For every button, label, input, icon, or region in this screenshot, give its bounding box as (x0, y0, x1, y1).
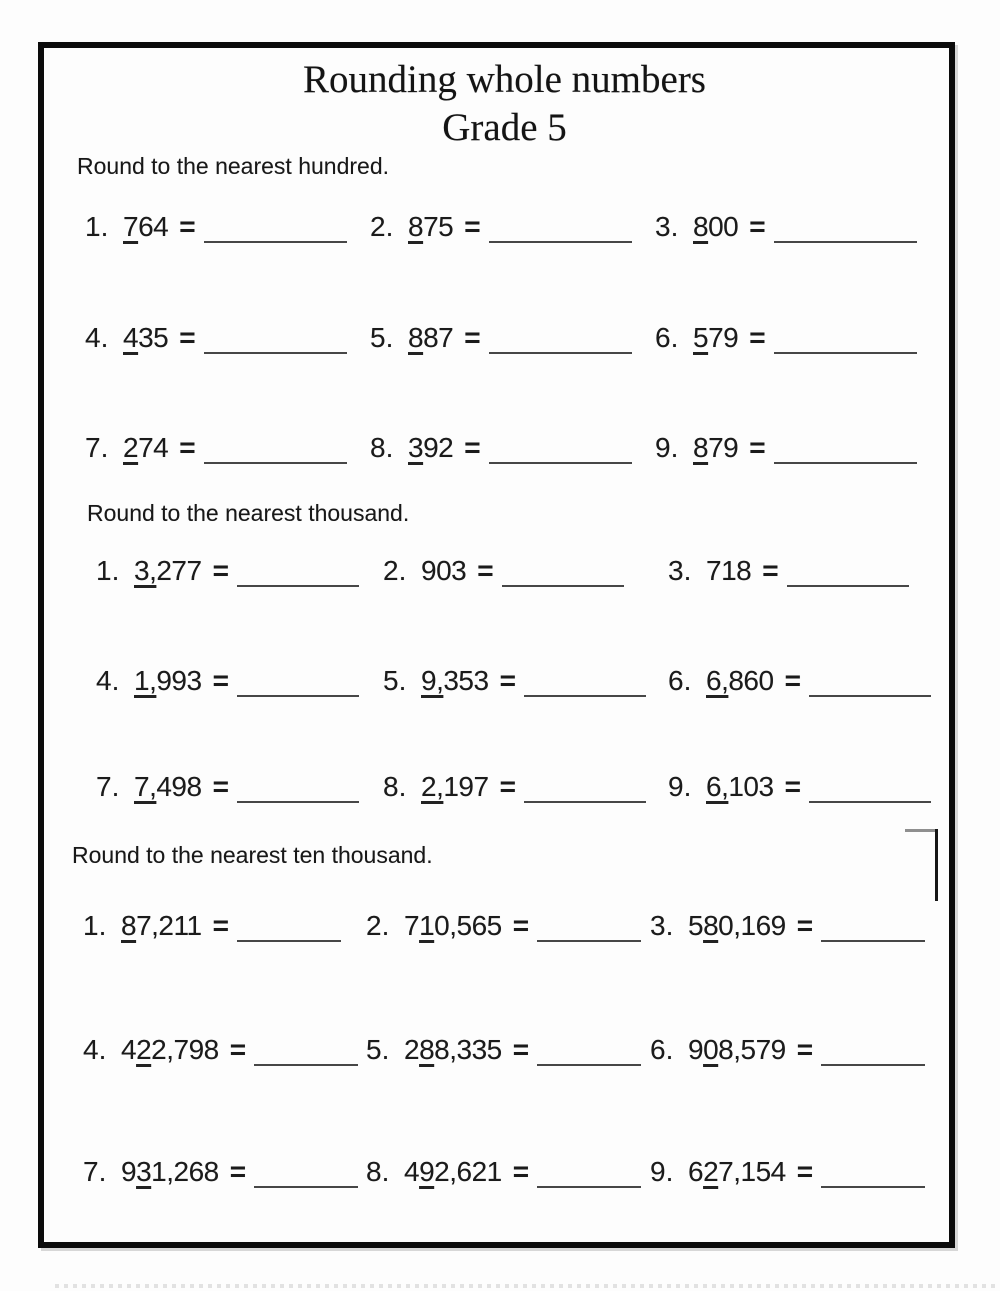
problem-value (121, 1157, 219, 1187)
underlined-digit: 8 (693, 432, 709, 463)
answer-blank[interactable] (502, 583, 624, 587)
value-suffix: 87 (423, 322, 454, 353)
problem-value (688, 911, 786, 941)
scan-artifact-corner-horizontal (905, 829, 938, 832)
problem-item (96, 556, 359, 586)
problem-number: 6. (650, 1034, 674, 1065)
problem-number: 7. (96, 771, 120, 802)
equals-sign: = (499, 665, 516, 696)
value-suffix: 35 (138, 322, 169, 353)
value-suffix: 64 (138, 211, 169, 242)
problem-number: 1. (83, 910, 107, 941)
problem-item (370, 323, 632, 353)
equals-sign: = (512, 1034, 530, 1065)
underlined-digit: 5 (693, 322, 709, 353)
problem-value (408, 323, 453, 353)
worksheet-title-block (52, 56, 957, 152)
value-prefix: 4 (404, 1156, 420, 1187)
equals-sign: = (749, 211, 766, 242)
underlined-digit: 6, (706, 771, 729, 802)
answer-blank[interactable] (537, 938, 641, 942)
underlined-digit: 8 (408, 211, 424, 242)
value-suffix: 0,565 (434, 910, 502, 941)
problem-value (421, 556, 466, 586)
problem-item (383, 772, 646, 802)
problem-number: 7. (85, 432, 109, 463)
value-prefix: 5 (688, 910, 704, 941)
answer-blank[interactable] (821, 938, 925, 942)
value-prefix: 2 (404, 1034, 420, 1065)
problem-value (123, 323, 168, 353)
value-suffix: 353 (443, 665, 489, 696)
answer-blank[interactable] (237, 938, 341, 942)
answer-blank[interactable] (204, 460, 347, 464)
equals-sign: = (512, 910, 530, 941)
value-prefix: 9 (121, 1156, 137, 1187)
underlined-digit: 7 (123, 211, 139, 242)
equals-sign: = (212, 771, 229, 802)
problem-value (693, 323, 738, 353)
equals-sign: = (477, 555, 494, 586)
equals-sign: = (179, 211, 196, 242)
problem-number: 9. (650, 1156, 674, 1187)
problem-item (668, 556, 909, 586)
underlined-digit: 7, (134, 771, 157, 802)
equals-sign: = (179, 432, 196, 463)
equals-sign: = (464, 211, 481, 242)
equals-sign: = (229, 1156, 247, 1187)
problem-item (85, 433, 347, 463)
equals-sign: = (512, 1156, 530, 1187)
equals-sign: = (784, 665, 801, 696)
problem-item (668, 772, 931, 802)
problem-value (121, 911, 202, 941)
problem-number: 5. (370, 322, 394, 353)
problem-number: 6. (668, 665, 692, 696)
answer-blank[interactable] (537, 1062, 641, 1066)
value-prefix: 7 (404, 910, 420, 941)
problem-item (83, 911, 341, 941)
answer-blank[interactable] (489, 350, 632, 354)
value-suffix: 8,335 (434, 1034, 502, 1065)
problem-number: 6. (655, 322, 679, 353)
problem-number: 3. (668, 555, 692, 586)
problem-value (123, 212, 168, 242)
value-suffix: 1,268 (151, 1156, 219, 1187)
underlined-digit: 8 (419, 1034, 435, 1065)
answer-blank[interactable] (787, 583, 909, 587)
problem-number: 4. (85, 322, 109, 353)
equals-sign: = (749, 432, 766, 463)
worksheet-border-frame (38, 42, 955, 1248)
problem-number: 9. (655, 432, 679, 463)
underlined-digit: 2 (136, 1034, 152, 1065)
answer-blank[interactable] (809, 799, 931, 803)
value-suffix: 7,211 (136, 910, 202, 941)
answer-blank[interactable] (774, 460, 917, 464)
equals-sign: = (499, 771, 516, 802)
answer-blank[interactable] (254, 1184, 358, 1188)
underlined-digit: 0 (703, 1034, 719, 1065)
worksheet-title: Rounding whole numbers (303, 58, 706, 101)
section-hundred-instruction: Round to the nearest hundred. (77, 153, 390, 179)
value-suffix: 00 (708, 211, 739, 242)
problem-value (123, 433, 168, 463)
problem-value (706, 666, 774, 696)
equals-sign: = (212, 665, 229, 696)
answer-blank[interactable] (774, 239, 917, 243)
problem-item (650, 1035, 925, 1065)
equals-sign: = (464, 322, 481, 353)
underlined-digit: 1, (134, 665, 157, 696)
problem-number: 8. (383, 771, 407, 802)
problem-number: 9. (668, 771, 692, 802)
problem-item (370, 212, 632, 242)
equals-sign: = (212, 555, 229, 586)
answer-blank[interactable] (524, 799, 646, 803)
equals-sign: = (784, 771, 801, 802)
underlined-digit: 6, (706, 665, 729, 696)
problem-value (404, 911, 502, 941)
problem-number: 2. (366, 910, 390, 941)
scan-artifact-corner-vertical (935, 829, 938, 901)
value-suffix: 103 (728, 771, 774, 802)
problem-item (83, 1035, 358, 1065)
problem-item (650, 1157, 925, 1187)
answer-blank[interactable] (237, 799, 359, 803)
answer-blank[interactable] (489, 460, 632, 464)
equals-sign: = (762, 555, 779, 586)
answer-blank[interactable] (237, 583, 359, 587)
value-suffix: 79 (708, 322, 739, 353)
section-ten-thousand-instruction: Round to the nearest ten thousand. (72, 842, 433, 868)
answer-blank[interactable] (537, 1184, 641, 1188)
problem-value (421, 772, 489, 802)
equals-sign: = (749, 322, 766, 353)
problem-value (421, 666, 489, 696)
underlined-digit: 2, (421, 771, 444, 802)
problem-value (121, 1035, 219, 1065)
answer-blank[interactable] (809, 693, 931, 697)
value-suffix: 75 (423, 211, 454, 242)
underlined-digit: 9 (419, 1156, 435, 1187)
problem-item (370, 433, 632, 463)
answer-blank[interactable] (774, 350, 917, 354)
equals-sign: = (796, 1034, 814, 1065)
value-suffix: 860 (728, 665, 774, 696)
underlined-digit: 3, (134, 555, 157, 586)
section-thousand-instruction: Round to the nearest thousand. (87, 500, 410, 526)
equals-sign: = (464, 432, 481, 463)
equals-sign: = (179, 322, 196, 353)
underlined-digit: 3 (136, 1156, 152, 1187)
problem-number: 1. (85, 211, 109, 242)
problem-value (693, 212, 738, 242)
problem-number: 2. (383, 555, 407, 586)
problem-item (655, 433, 917, 463)
underlined-digit: 1 (419, 910, 435, 941)
problem-number: 5. (383, 665, 407, 696)
answer-blank[interactable] (237, 693, 359, 697)
equals-sign: = (229, 1034, 247, 1065)
value-suffix: 197 (443, 771, 489, 802)
problem-number: 4. (96, 665, 120, 696)
problem-item (83, 1157, 358, 1187)
problem-value (688, 1035, 786, 1065)
problem-item (96, 772, 359, 802)
answer-blank[interactable] (821, 1184, 925, 1188)
problem-number: 5. (366, 1034, 390, 1065)
underlined-digit: 2 (123, 432, 139, 463)
underlined-digit: 2 (703, 1156, 719, 1187)
underlined-digit: 8 (408, 322, 424, 353)
problem-item (655, 323, 917, 353)
answer-blank[interactable] (524, 693, 646, 697)
problem-item (85, 323, 347, 353)
equals-sign: = (796, 910, 814, 941)
scan-artifact-bottom-edge (55, 1284, 995, 1288)
problem-number: 3. (650, 910, 674, 941)
underlined-digit: 8 (693, 211, 709, 242)
value-suffix: 498 (156, 771, 202, 802)
value-suffix: 7,154 (718, 1156, 786, 1187)
problem-value (404, 1157, 502, 1187)
problem-item (383, 666, 646, 696)
problem-number: 8. (370, 432, 394, 463)
problem-number: 3. (655, 211, 679, 242)
problem-number: 7. (83, 1156, 107, 1187)
problem-value (404, 1035, 502, 1065)
value-suffix: 277 (156, 555, 202, 586)
problem-item (366, 911, 641, 941)
equals-sign: = (212, 910, 229, 941)
equals-sign: = (796, 1156, 814, 1187)
value-prefix: 718 (706, 555, 752, 586)
answer-blank[interactable] (489, 239, 632, 243)
value-prefix: 9 (688, 1034, 704, 1065)
answer-blank[interactable] (821, 1062, 925, 1066)
underlined-digit: 9, (421, 665, 444, 696)
answer-blank[interactable] (204, 239, 347, 243)
value-suffix: 2,621 (434, 1156, 502, 1187)
problem-value (134, 772, 202, 802)
problem-number: 8. (366, 1156, 390, 1187)
value-prefix: 903 (421, 555, 467, 586)
problem-number: 1. (96, 555, 120, 586)
worksheet-grade: Grade 5 (442, 106, 567, 149)
problem-item (96, 666, 359, 696)
value-prefix: 6 (688, 1156, 704, 1187)
problem-item (655, 212, 917, 242)
value-suffix: 993 (156, 665, 202, 696)
underlined-digit: 8 (703, 910, 719, 941)
value-suffix: 0,169 (718, 910, 786, 941)
underlined-digit: 3 (408, 432, 424, 463)
answer-blank[interactable] (254, 1062, 358, 1066)
problem-value (688, 1157, 786, 1187)
problem-value (134, 556, 202, 586)
problem-number: 2. (370, 211, 394, 242)
problem-value (706, 772, 774, 802)
value-prefix: 4 (121, 1034, 137, 1065)
problem-item (366, 1157, 641, 1187)
problem-item (383, 556, 624, 586)
value-suffix: 2,798 (151, 1034, 219, 1065)
problem-number: 4. (83, 1034, 107, 1065)
problem-value (693, 433, 738, 463)
problem-value (408, 212, 453, 242)
problem-value (408, 433, 453, 463)
problem-item (650, 911, 925, 941)
answer-blank[interactable] (204, 350, 347, 354)
value-suffix: 8,579 (718, 1034, 786, 1065)
underlined-digit: 4 (123, 322, 139, 353)
problem-value (706, 556, 751, 586)
problem-item (85, 212, 347, 242)
value-suffix: 74 (138, 432, 169, 463)
value-suffix: 79 (708, 432, 739, 463)
problem-item (668, 666, 931, 696)
problem-item (366, 1035, 641, 1065)
problem-value (134, 666, 202, 696)
underlined-digit: 8 (121, 910, 137, 941)
value-suffix: 92 (423, 432, 454, 463)
